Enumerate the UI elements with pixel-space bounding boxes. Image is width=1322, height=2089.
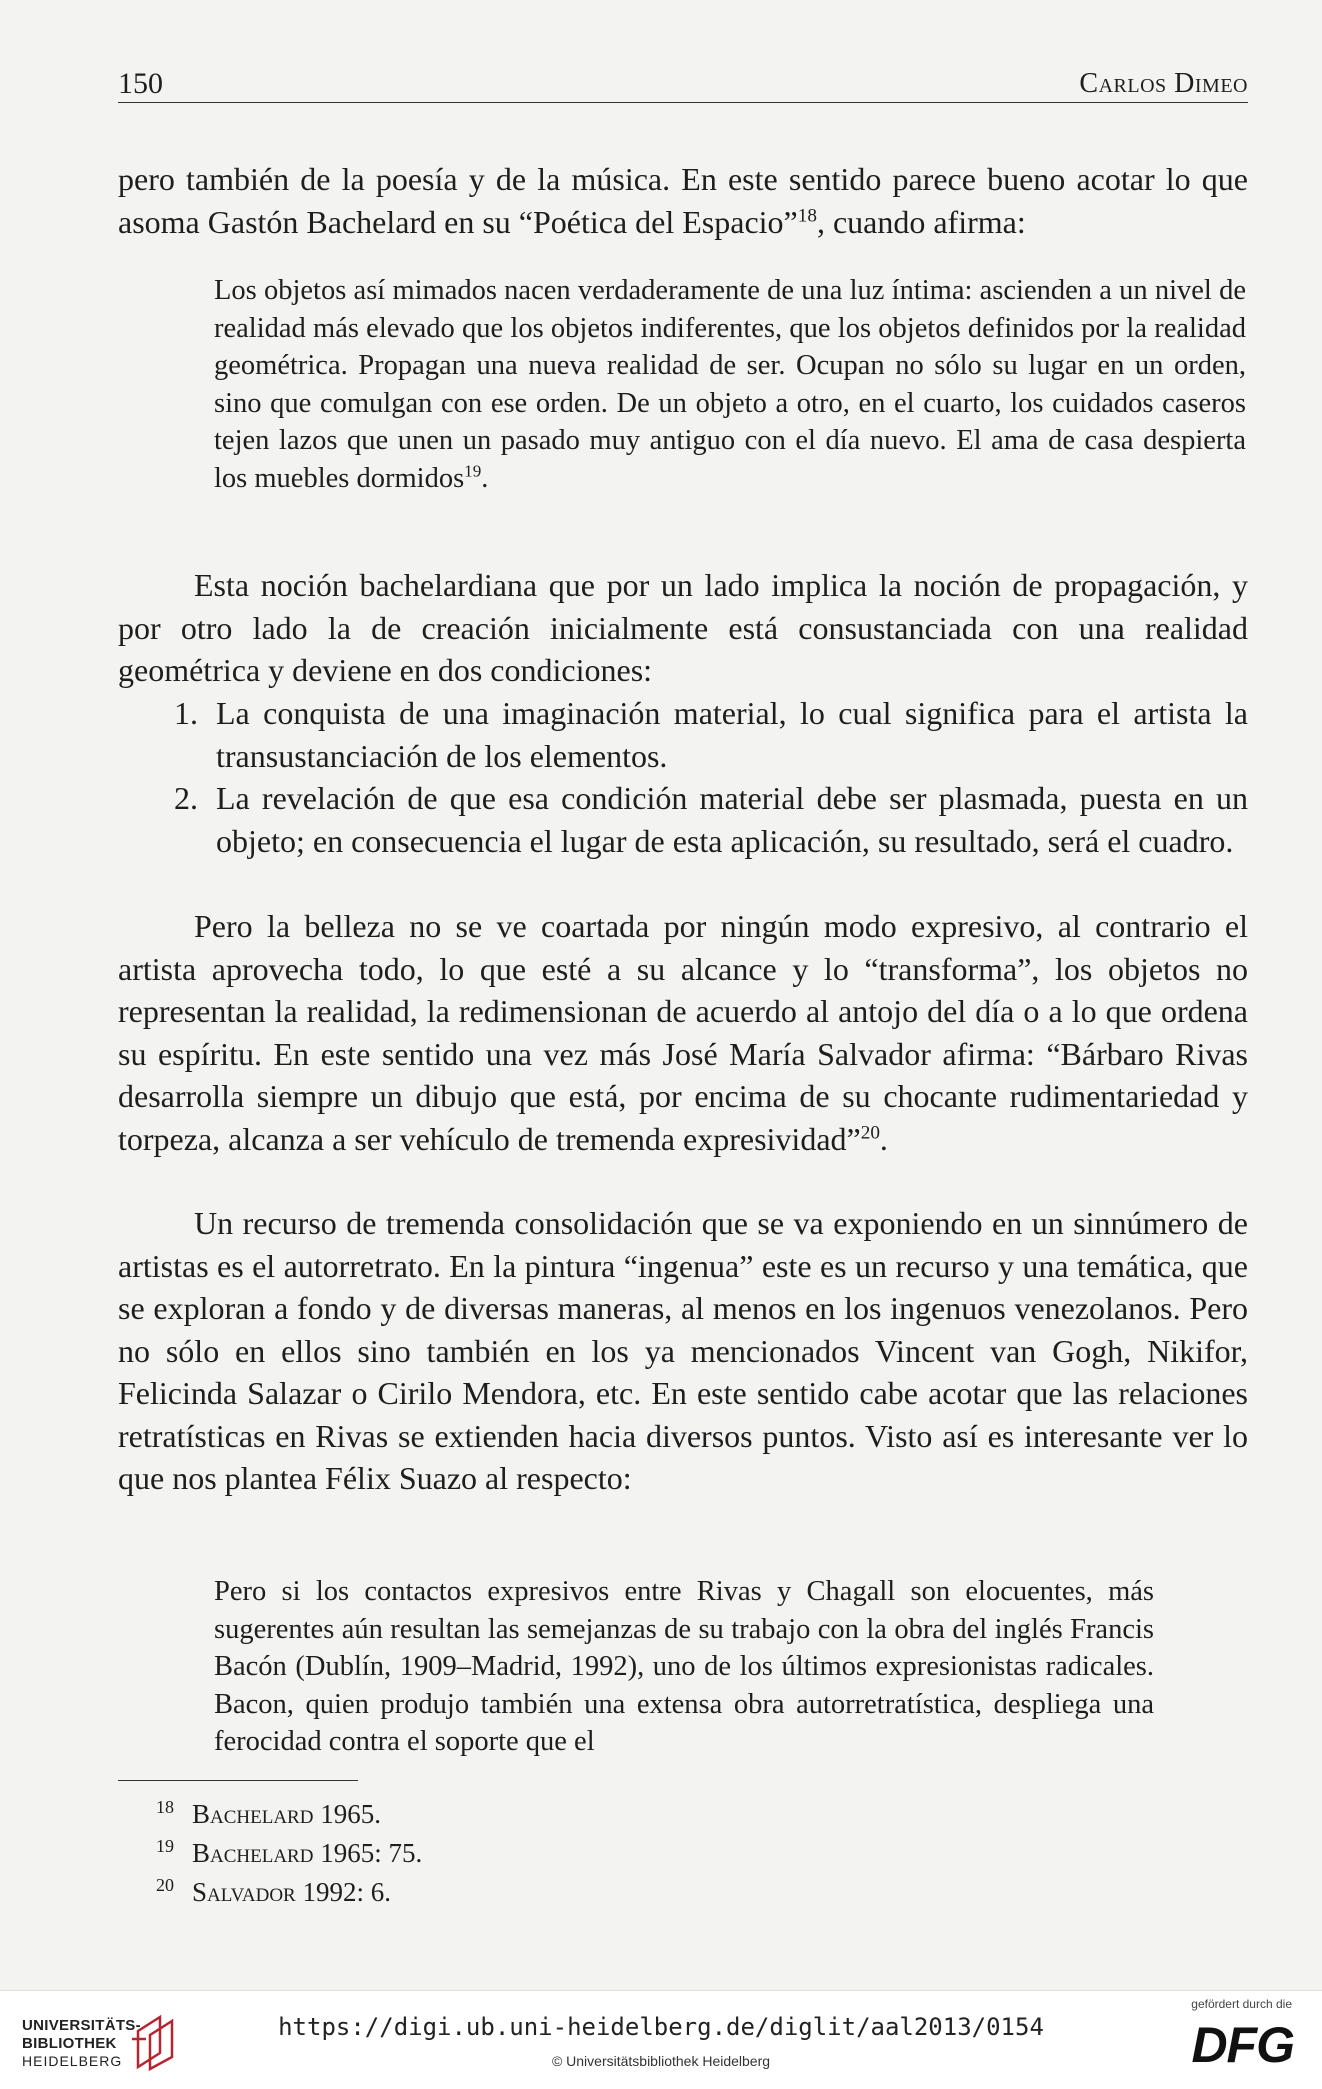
footnote-ref-19[interactable]: 19 — [464, 461, 482, 480]
list-number: 1. — [174, 695, 198, 731]
copyright-notice: © Universitätsbibliothek Heidelberg — [551, 2053, 771, 2069]
list-item-2 — [176, 777, 1248, 862]
library-city: HEIDELBERG — [22, 2053, 123, 2069]
footnote-number: 20 — [156, 1875, 174, 1895]
block-quote-suazo: Pero si los contactos expresivos entre Rivas y Chagall son elocuentes, más sugerentes aún resultan las semejanzas de su trabajo con la obra del inglés Francis Bacón (Dublín, 1909–Madrid, 1992), uno de los últimos expresionistas radicales. Bacon, quien produjo también una extensa obra autorretratística, despliega una ferocidad contra el soporte que el — [214, 1576, 1154, 1757]
paragraph-1: pero también de la poesía y de la música. En este sentido parece bueno acotar lo que asoma Gastón Bachelard en su “Poética del Espacio”$^{18}$, cuando afirma: — [118, 161, 1248, 240]
list-item-text: La revelación de que esa condición material debe ser plasmada, puesta en un objeto; en consecuencia el lugar de esta aplicación, su resultado, será el cuadro. — [216, 780, 1248, 859]
paragraph-3: Pero la belleza no se ve coartada por ningún modo expresivo, al contrario el artista aprovecha todo, lo que esté a su alcance y lo “transforma”, los objetos no representan la realidad, la redimensionan de acuerdo al antojo del día o a lo que ordena su espíritu. En este sentido una vez más José María Salvador afirma: “Bárbaro Rivas desarrolla siempre un dibujo que está, por encima de su chocante rudimentariedad y torpeza, alcanza a ser vehículo de tremenda expresividad”$^{20}$. — [118, 908, 1248, 1157]
list-item-1 — [176, 692, 1248, 777]
footnote-reference: 1965: 75. — [313, 1838, 423, 1868]
paragraph-2: Esta noción bachelardiana que por un lado implica la noción de propagación, y por otro lado la de creación inicialmente está consustanciada con una realidad geométrica y deviene en dos condiciones: — [118, 567, 1248, 688]
footnote-author: Salvador — [192, 1877, 296, 1907]
running-head-author: Carlos Dimeo — [1079, 68, 1248, 99]
page-header — [118, 66, 1248, 103]
page-number: 150 — [118, 67, 163, 100]
footnote-number: 18 — [156, 1797, 174, 1817]
footnote-ref-18[interactable]: 18 — [797, 204, 817, 226]
footnote-reference: 1965. — [313, 1799, 381, 1829]
footnote-ref-20[interactable]: 20 — [860, 1121, 880, 1143]
footnote-reference: 1992: 6. — [295, 1877, 391, 1907]
funder-caption: gefördert durch die — [1191, 1997, 1292, 2011]
footnote-20 — [156, 1874, 391, 1910]
list-number: 2. — [174, 780, 198, 816]
dfg-logo: DFG — [1191, 2017, 1294, 2073]
library-name: UNIVERSITÄTS- BIBLIOTHEK — [22, 2017, 141, 2052]
paragraph-4: Un recurso de tremenda consolidación que se va exponiendo en un sinnúmero de artistas es el autorretrato. En la pintura “ingenua” este es un recurso y una temática, que se exploran a fondo y de diversas maneras, al menos en los ingenuos venezolanos. Pero no sólo en ellos sino también en los ya mencionados Vincent van Gogh, Nikifor, Felicinda Salazar o Cirilo Mendora, etc. En este sentido cabe acotar que las relaciones retratísticas en Rivas se extienden hacia diversos puntos. Visto así es interesante ver lo que nos plantea Félix Suazo al respecto: — [118, 1205, 1248, 1496]
block-quote-bachelard: Los objetos así mimados nacen verdaderamente de una luz íntima: ascienden a un nivel de realidad más elevado que los objetos indiferentes, que los objetos definidos por la realidad geométrica. Propagan una nueva realidad de ser. Ocupan no sólo su lugar en un orden, sino que comulgan con ese orden. De un objeto a otro, en el cuarto, los cuidados caseros tejen lazos que unen un pasado muy antiguo con el día nuevo. El ama de casa despierta los muebles dormidos$^{19}$. — [214, 275, 1246, 494]
footnote-18 — [156, 1796, 381, 1832]
digitization-footer — [0, 1990, 1322, 2089]
footnote-19 — [156, 1835, 423, 1871]
footnote-author: Bachelard — [192, 1799, 314, 1829]
footnote-divider — [118, 1780, 358, 1781]
permalink-url[interactable]: https://digi.ub.uni-heidelberg.de/diglit/aal2013/0154 — [278, 2013, 1044, 2041]
footnote-number: 19 — [156, 1836, 174, 1856]
footnote-author: Bachelard — [192, 1838, 314, 1868]
list-item-text: La conquista de una imaginación material, lo cual significa para el artista la transustanciación de los elementos. — [216, 695, 1248, 774]
